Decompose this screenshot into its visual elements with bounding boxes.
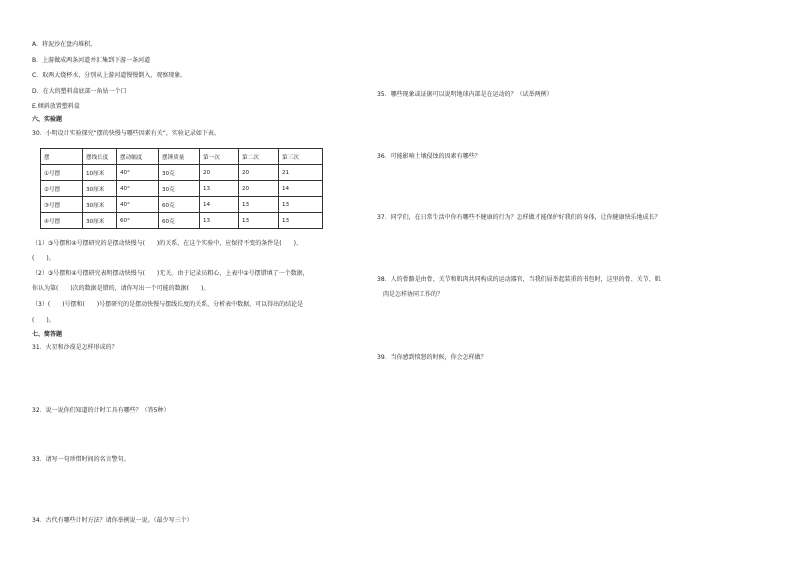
table-cell: ①号摆 — [41, 165, 83, 181]
table-header-cell: 摆动幅度 — [117, 149, 159, 165]
table-cell: 13 — [279, 197, 323, 213]
table-header-cell: 第二次 — [239, 149, 279, 165]
table-cell: 30厘米 — [83, 181, 117, 197]
option-d: D．在大的塑料盒底部一角钻一个口 — [32, 88, 127, 95]
table-cell: ③号摆 — [41, 197, 83, 213]
question-30-part-2-line-2: 你认为第( )次的数据是错的，请你写出一个可能的数据( )。 — [32, 285, 210, 292]
table-cell: 30厘米 — [83, 213, 117, 229]
table-header-cell: 第三次 — [279, 149, 323, 165]
question-37: 37．同学们，在日常生活中你有哪些不健康的行为？怎样做才能保护好我们的身体，让你健康快乐地成长？ — [377, 214, 661, 221]
table-cell: 21 — [279, 165, 323, 181]
table-cell: 14 — [200, 197, 239, 213]
table-cell: 30克 — [159, 165, 200, 181]
table-cell: 13 — [200, 181, 239, 197]
table-cell: 13 — [200, 213, 239, 229]
question-31: 31．火星和沙漠是怎样形成的？ — [32, 344, 118, 351]
question-30-part-1-line-1: （1）③号摆和④号摆研究的是摆动快慢与( )的关系，在这个实验中，应保持不变的条件是( )、 — [32, 240, 302, 247]
question-30-part-1-line-2: ( )。 — [32, 255, 55, 262]
experiment-table — [40, 148, 323, 229]
question-38-line-1: 38．人的骨骼是由骨、关节和肌肉共同构成的运动器官，当我们屈举起装重的书包时，这里的骨、关节、肌 — [377, 276, 661, 283]
table-header-row — [41, 149, 323, 165]
table-cell: 20 — [239, 181, 279, 197]
table-row — [41, 197, 323, 213]
section-6-heading: 六、实验题 — [32, 116, 63, 123]
table-cell: 60克 — [159, 197, 200, 213]
table-cell: 14 — [279, 181, 323, 197]
question-33: 33．请写一句珍惜时间的名言警句。 — [32, 456, 130, 463]
table-header-cell: 第一次 — [200, 149, 239, 165]
question-30-part-3-line-2: ( )。 — [32, 317, 55, 324]
question-32: 32．说一说你们知道的计时工具有哪些？（答5种） — [32, 407, 170, 414]
question-35: 35．哪些现象或证据可以说明地球内部是在运动的？（试举两例） — [377, 91, 553, 98]
table-cell: 40° — [117, 181, 159, 197]
option-e: E.倾斜放置塑料盒 — [32, 103, 80, 110]
table-cell: ②号摆 — [41, 181, 83, 197]
question-34: 34．古代有哪些计时方法？请你举例说一说。（最少写三个） — [32, 517, 193, 524]
table-cell: 13 — [239, 197, 279, 213]
table-header-cell: 摆锤质量 — [159, 149, 200, 165]
option-b: B．上游做成两条河道并汇集到下游一条河道 — [32, 57, 151, 64]
table-header-cell: 摆 — [41, 149, 83, 165]
option-c: C．取两大烧杯水，分别从上游河道慢慢倒入，观察现象。 — [32, 72, 187, 79]
question-30-part-2-line-1: （2）③号摆和④号摆研究表明摆动快慢与( )无关。由于记录员粗心，上表中②号摆错填了一个数据， — [32, 270, 309, 277]
table-cell: 30克 — [159, 181, 200, 197]
table-cell: 30厘米 — [83, 197, 117, 213]
table-cell: ④号摆 — [41, 213, 83, 229]
question-38-line-2: 肉是怎样协同工作的？ — [383, 291, 444, 298]
table-cell: 60° — [117, 213, 159, 229]
table-header-cell: 摆线长度 — [83, 149, 117, 165]
question-39: 39．当你感到愤怒的时候，你会怎样做？ — [377, 354, 487, 361]
table-cell: 60克 — [159, 213, 200, 229]
table-row — [41, 165, 323, 181]
table-cell: 13 — [279, 213, 323, 229]
table-cell: 13 — [239, 213, 279, 229]
table-row — [41, 213, 323, 229]
question-30-part-3-line-1: （3）( )号摆和( )号摆研究的是摆动快慢与摆线长度的关系，分析表中数据，可以得出的结论是 — [32, 301, 304, 308]
table-row — [41, 181, 323, 197]
question-30: 30．小明设计实验探究“摆的快慢与哪些因素有关”，实验记录如下表。 — [32, 130, 220, 137]
table-cell: 40° — [117, 197, 159, 213]
question-36: 36．可能影响土壤侵蚀的因素有哪些？ — [377, 153, 481, 160]
table-cell: 10厘米 — [83, 165, 117, 181]
table-cell: 20 — [239, 165, 279, 181]
table-cell: 20 — [200, 165, 239, 181]
section-7-heading: 七、简答题 — [32, 331, 63, 338]
table-cell: 40° — [117, 165, 159, 181]
option-a: A．将泥沙在盘内堆积。 — [32, 41, 97, 48]
